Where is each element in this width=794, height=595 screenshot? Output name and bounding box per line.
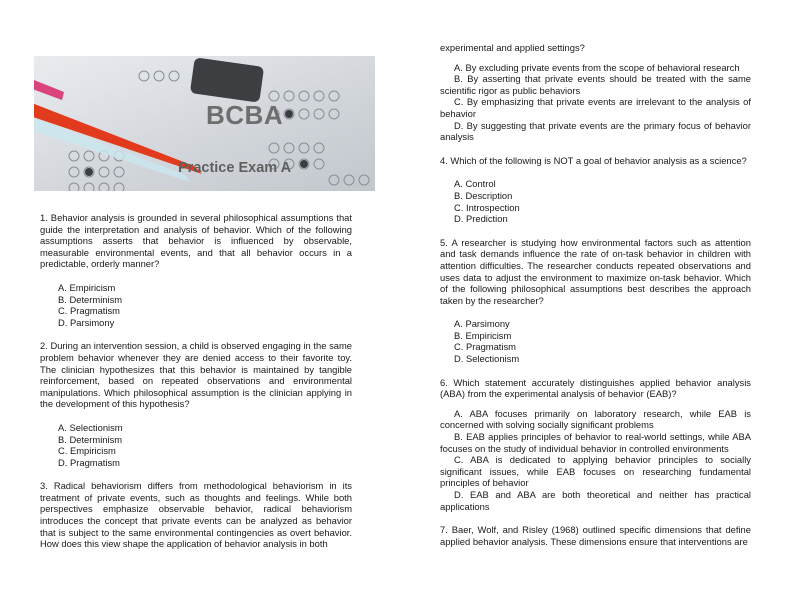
question-7: 7. Baer, Wolf, and Risley (1968) outlined specific dimensions that define applied behavior analysis. These dimensions ensure that interventions are bbox=[440, 524, 751, 547]
question-1: 1. Behavior analysis is grounded in several philosophical assumptions that guide the interpretation and analysis of behavior. Which of the following assumptions asserts that behavior is influenced by observable, measurable environmental events, and that all behavior occurs in a predictable, orderly manner? bbox=[40, 212, 352, 270]
option-6d: D. EAB and ABA are both theoretical and neither has practical applications bbox=[440, 489, 751, 512]
question-6: 6. Which statement accurately distinguishes applied behavior analysis (ABA) from the experimental analysis of behavior (EAB)? bbox=[440, 376, 751, 400]
option-3c: C. By emphasizing that private events are irrelevant to the analysis of behavior bbox=[440, 96, 751, 119]
option-3d: D. By suggesting that private events are the primary focus of behavior analysis bbox=[440, 119, 751, 143]
question-5: 5. A researcher is studying how environmental factors such as attention and task demands influence the rate of on-task behavior in children with attention difficulties. The researcher conducts repeated observations and uses data to adjust the environment to maximize on-task behavior. Which of the following philosophical assumptions best describes the approach taken by the researcher? bbox=[440, 236, 751, 306]
option-4a: A. Control bbox=[454, 178, 496, 190]
option-6c: C. ABA is dedicated to applying behavior principles to socially significant issues, while EAB focuses on researching fundamental principles of behavior bbox=[440, 454, 751, 489]
left-column bbox=[40, 212, 352, 550]
option-4b: B. Description bbox=[454, 189, 513, 201]
option-5b: B. Empiricism bbox=[454, 329, 512, 341]
option-5a: A. Parsimony bbox=[454, 318, 510, 330]
question-5-options bbox=[454, 318, 751, 364]
option-1a: A. Empiricism bbox=[58, 281, 116, 293]
question-3: 3. Radical behaviorism differs from methodological behaviorism in its treatment of private events, such as thoughts and feelings. While both perspectives emphasize observable behavior, radical behaviorism introduces the concept that private events can be analyzed as behavior that is subject to the same environmental contingencies as overt behavior. How does this view shape the application of behavior analysis in both bbox=[40, 480, 352, 550]
option-6a: A. ABA focuses primarily on laboratory research, while EAB is concerned with solving socially significant problems bbox=[440, 407, 751, 431]
option-5c: C. Pragmatism bbox=[454, 341, 516, 353]
question-4-options bbox=[454, 178, 751, 224]
option-1c: C. Pragmatism bbox=[58, 305, 120, 317]
option-3a: A. By excluding private events from the scope of behavioral research bbox=[454, 61, 740, 73]
question-1-options bbox=[58, 282, 352, 328]
question-3-options bbox=[440, 62, 751, 143]
option-5d: D. Selectionism bbox=[454, 353, 520, 365]
option-2a: A. Selectionism bbox=[58, 421, 123, 433]
option-6b: B. EAB applies principles of behavior to real-world settings, while ABA focuses on the study of individual behavior in controlled environments bbox=[440, 431, 751, 454]
option-2c: C. Empiricism bbox=[58, 445, 116, 457]
banner-title: BCBA bbox=[206, 100, 284, 130]
option-2d: D. Pragmatism bbox=[58, 456, 120, 468]
option-1d: D. Parsimony bbox=[58, 316, 115, 328]
option-3b: B. By asserting that private events should be treated with the same scientific rigor as public behaviors bbox=[440, 73, 751, 96]
question-2: 2. During an intervention session, a child is observed engaging in the same problem behavior whenever they are denied access to their favorite toy. The clinician hypothesizes that this behavior is maintained by tangible reinforcement, based on repeated observations and environmental manipulations. Which philosophical assumption is the clinician applying in the development of this hypothesis? bbox=[40, 340, 352, 410]
question-4: 4. Which of the following is NOT a goal of behavior analysis as a science? bbox=[440, 154, 747, 166]
option-4c: C. Introspection bbox=[454, 201, 520, 213]
question-2-options bbox=[58, 422, 352, 468]
option-1b: B. Determinism bbox=[58, 293, 123, 305]
cover-banner bbox=[34, 56, 375, 191]
option-4d: D. Prediction bbox=[454, 213, 508, 225]
option-2b: B. Determinism bbox=[58, 433, 123, 445]
right-column bbox=[440, 42, 751, 547]
question-6-options bbox=[440, 408, 751, 512]
question-3-continued: experimental and applied settings? bbox=[440, 42, 585, 53]
banner-subtitle: Practice Exam A bbox=[178, 160, 292, 176]
eraser-shape bbox=[190, 57, 264, 102]
